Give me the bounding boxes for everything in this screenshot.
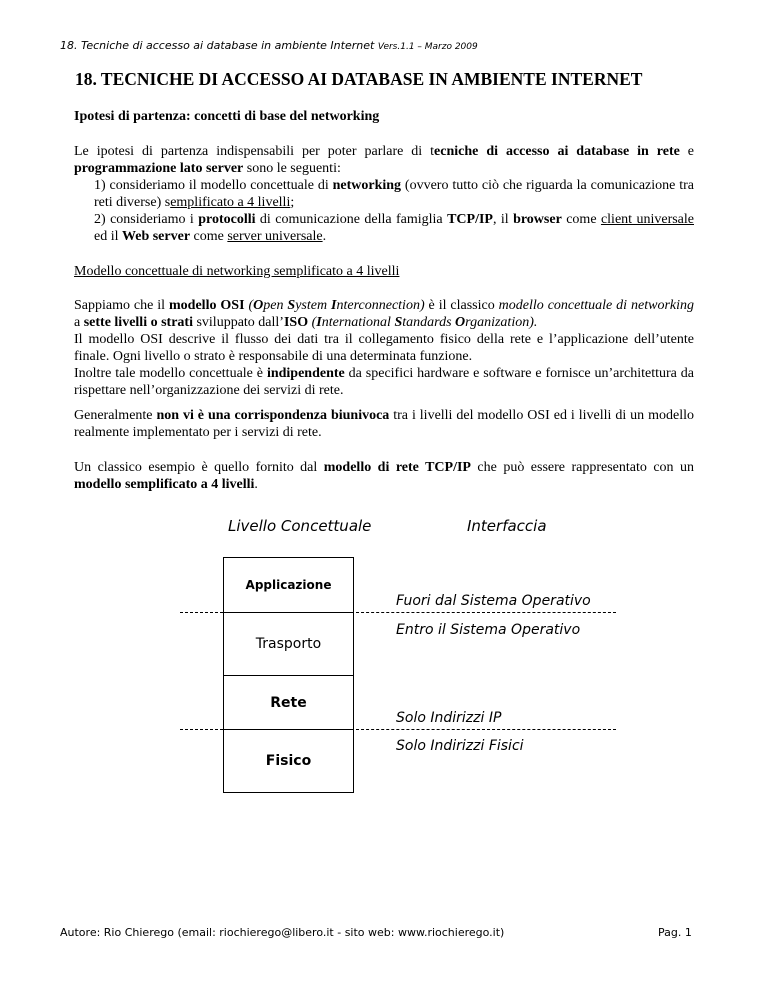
divider-upper-left — [180, 612, 223, 613]
interface-label-fisici: Solo Indirizzi Fisici — [396, 738, 524, 754]
page-title: 18. TECNICHE DI ACCESSO AI DATABASE IN AMBIENTE INTERNET — [75, 69, 643, 89]
footer-author: Autore: Rio Chierego (email: riochierego@libero.it - sito web: www.riochierego.it) — [60, 926, 505, 939]
layer-box-fisico: Fisico — [223, 729, 354, 793]
divider-lower-right — [356, 729, 616, 730]
list-item-1: 1) consideriamo il modello concettuale di networking (ovvero tutto ciò che riguarda la comunicazione tra reti diverse) semplificato a 4 livelli; — [94, 178, 694, 210]
header-version: Vers.1.1 – Marzo 2009 — [377, 42, 478, 52]
list-item-2: 2) consideriamo i protocolli di comunicazione della famiglia TCP/IP, il browser come client universale ed il Web server come server universale. — [94, 212, 694, 244]
page-number: Pag. 1 — [658, 926, 692, 939]
header-title: 18. Tecniche di accesso ai database in ambiente Internet — [60, 39, 375, 52]
paragraph-biunivoca: Generalmente non vi è una corrispondenza biunivoca tra i livelli del modello OSI ed i livelli di un modello realmente implementato per i servizi di rete. — [74, 408, 694, 440]
interface-label-fuori: Fuori dal Sistema Operativo — [396, 593, 591, 609]
interface-label-entro: Entro il Sistema Operativo — [396, 622, 581, 638]
divider-upper-right — [356, 612, 616, 613]
layer-box-rete: Rete — [223, 675, 354, 730]
layer-box-trasporto: Trasporto — [223, 612, 354, 676]
divider-lower-left — [180, 729, 223, 730]
section-heading-ipotesi: Ipotesi di partenza: concetti di base del networking — [74, 109, 380, 124]
paragraph-tcpip: Un classico esempio è quello fornito dal modello di rete TCP/IP che può essere rappresentato con un modello semplificato a 4 livelli. — [74, 460, 695, 492]
section-heading-modello: Modello concettuale di networking semplificato a 4 livelli — [74, 264, 400, 279]
layer-box-applicazione: Applicazione — [223, 557, 354, 613]
paragraph-osi: Sappiamo che il modello OSI (Open System Interconnection) è il classico modello concettuale di networking a sette livelli o strati sviluppato dall’ISO (International Standards Organization). Il modello OSI descrive il flusso dei dati tra il collegamento fisico della rete e l’applicazione dell’utente finale. Ogni livello o strato è responsabile di una determinata funzione. Inoltre tale modello concettuale è indipendente da specifici hardware e software e fornisce un’architettura da rispettare nell’organizzazione dei servizi di rete. — [74, 298, 695, 398]
intro-paragraph: Le ipotesi di partenza indispensabili per poter parlare di tecniche di accesso ai database in rete e programmazione lato server sono le seguenti: 1) consideriamo il modello concettuale di networking (ovvero tutto ciò che riguarda la comunicazione tra reti diverse) semplificato a 4 livelli; 2) consideriamo i protocolli di comunicazione della famiglia TCP/IP, il browser come client universale ed il Web server come server universale. — [74, 144, 694, 244]
column-header-livello: Livello Concettuale — [228, 517, 372, 535]
column-header-interfaccia: Interfaccia — [467, 517, 547, 535]
interface-label-ip: Solo Indirizzi IP — [396, 710, 502, 726]
